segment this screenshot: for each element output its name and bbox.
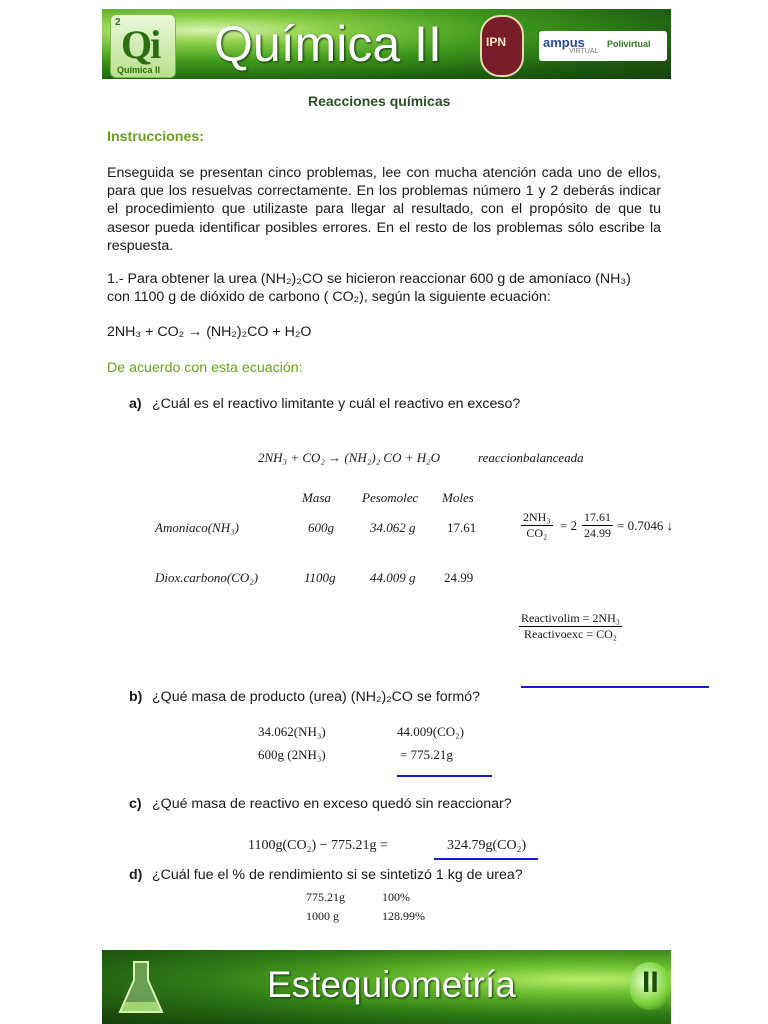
c-calculation: 1100g(CO₂) − 775.21g = — [248, 838, 388, 853]
campus-sub: VIRTUAL — [569, 48, 599, 55]
ipn-seal-icon — [480, 15, 524, 77]
question-b-text: ¿Qué masa de producto (urea) (NH₂)₂CO se formó? — [152, 689, 480, 705]
d-row1-right: 100% — [382, 890, 410, 904]
problem1-line1: 1.- Para obtener la urea (NH₂)₂CO se hicieron reaccionar 600 g de amoníaco (NH₃) — [107, 271, 631, 287]
col-masa: Masa — [302, 490, 331, 505]
answer-underline-b — [397, 775, 492, 777]
ratio-numerator-2: 17.61 — [584, 510, 611, 524]
c-answer: 324.79g(CO₂) — [447, 838, 527, 853]
b-line2-right: = 775.21g — [400, 747, 453, 762]
question-d-label: d) — [129, 867, 143, 883]
instructions-heading: Instrucciones: — [107, 129, 204, 145]
ratio-fraction — [521, 510, 553, 541]
footer-banner — [102, 950, 671, 1024]
ratio-denominator: CO₂ — [526, 526, 548, 540]
result-excess: Reactivoexc = CO₂ — [524, 627, 617, 641]
balanced-equation: 2NH₃ + CO₂ → (NH₂)₂ CO + H₂O — [258, 450, 441, 465]
problem1-line2: con 1100 g de dióxido de carbono ( CO₂), según la siguiente ecuación: — [107, 289, 551, 305]
ratio-eq1: = 2 — [560, 518, 578, 533]
intro-paragraph: Enseguida se presentan cinco problemas, lee con mucha atención cada uno de ellos, para que los resuelvas correctamente. En los problemas número 1 y 2 deberás indicar el procedimiento que utilizaste para llegar al resultado, con el propósito de que tu asesor pueda identificar posibles errores. En el resto de los problemas sólo escribe la respuesta. — [107, 165, 661, 254]
row1-moles: 17.61 — [447, 520, 477, 535]
reaction-equation: 2NH₃ + CO₂ → (NH₂)₂CO + H₂O — [107, 324, 312, 340]
footer-logo-text: II — [642, 966, 659, 999]
flask-icon — [116, 958, 166, 1018]
question-a-label: a) — [129, 396, 142, 412]
polivirtual-text: Polivirtual — [607, 39, 651, 49]
ratio-numerator: 2NH₃ — [523, 510, 551, 524]
campus-text: ampus — [543, 35, 585, 50]
footer-logo — [630, 962, 670, 1010]
ratio-fraction-2 — [582, 510, 613, 541]
col-pesomolec: Pesomolec — [362, 490, 419, 505]
d-row2-right: 128.99% — [382, 909, 425, 923]
question-a-text: ¿Cuál es el reactivo limitante y cuál el reactivo en exceso? — [152, 396, 521, 412]
qi-logo-number: 2 — [115, 17, 121, 28]
row2-moles: 24.99 — [444, 570, 474, 585]
row2-masa: 1100g — [304, 570, 336, 585]
page-title: Reacciones químicas — [308, 93, 451, 109]
b-line1-right: 44.009(CO₂) — [397, 724, 464, 739]
qi-logo — [110, 14, 176, 78]
result-fraction — [519, 611, 622, 642]
question-d-text: ¿Cuál fue el % de rendimiento si se sintetizó 1 kg de urea? — [152, 867, 523, 883]
d-row2-left: 1000 g — [306, 909, 339, 923]
question-c-text: ¿Qué masa de reactivo en exceso quedó sin reaccionar? — [152, 796, 512, 812]
according-label: De acuerdo con esta ecuación: — [107, 360, 303, 376]
footer-title: Estequiometría — [267, 964, 516, 1005]
header-banner — [102, 9, 671, 79]
answer-underline-a — [521, 686, 709, 688]
qi-logo-subtitle: Química II — [117, 65, 161, 75]
seal-text: IPN — [486, 35, 507, 49]
row1-label: Amoniaco(NH₃) — [155, 520, 239, 535]
answer-underline-c — [434, 858, 538, 860]
question-c-label: c) — [129, 796, 142, 812]
balanced-note: reaccionbalanceada — [478, 450, 584, 465]
result-limiting: Reactivolim = 2NH₃ — [521, 611, 620, 625]
row1-pm: 34.062 g — [370, 520, 416, 535]
ratio-denominator-2: 24.99 — [584, 526, 611, 540]
b-line1-left: 34.062(NH₃) — [258, 724, 326, 739]
banner-title: Química II — [214, 16, 442, 72]
d-row1-left: 775.21g — [306, 890, 345, 904]
row2-label: Diox.carbono(CO₂) — [155, 570, 259, 585]
b-line2-left: 600g (2NH₃) — [258, 747, 326, 762]
campus-virtual-logo — [539, 31, 667, 61]
question-b-label: b) — [129, 689, 143, 705]
row1-masa: 600g — [308, 520, 334, 535]
col-moles: Moles — [442, 490, 474, 505]
qi-logo-text: Qi — [121, 22, 160, 67]
ratio-result: = 0.7046 ↓ — [617, 518, 674, 533]
row2-pm: 44.009 g — [370, 570, 416, 585]
